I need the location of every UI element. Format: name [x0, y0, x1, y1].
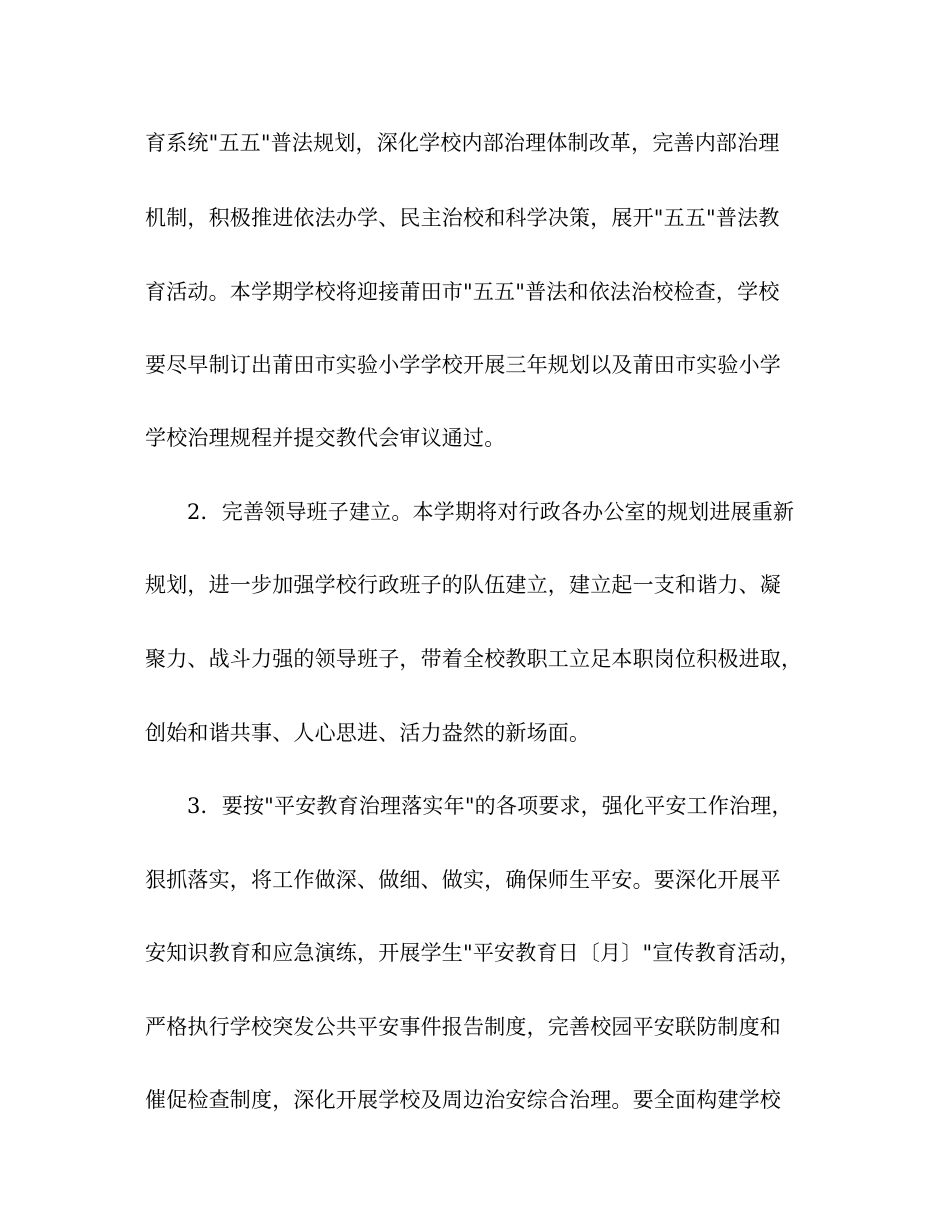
text-line: 催促检查制度，深化开展学校及周边治安综合治理。要全面构建学校 — [145, 1088, 781, 1112]
text-line: 聚力、战斗力强的领导班子，带着全校教职工立足本职岗位积极进取， — [145, 647, 803, 671]
text-line: 育系统"五五"普法规划，深化学校内部治理体制改革，完善内部治理 — [145, 131, 780, 155]
text-line: 规划，进一步加强学校行政班子的队伍建立，建立起一支和谐力、凝 — [145, 573, 781, 597]
text-line: 严格执行学校突发公共平安事件报告制度，完善校园平安联防制度和 — [145, 1015, 781, 1039]
text-line: 安知识教育和应急演练，开展学生"平安教育日〔月〕"宣传教育活动， — [145, 941, 801, 965]
text-line: 要尽早制订出莆田市实验小学学校开展三年规划以及莆田市实验小学 — [145, 353, 781, 377]
text-line: 机制，积极推进依法办学、民主治校和科学决策，展开"五五"普法教 — [145, 206, 780, 230]
text-line: 狠抓落实，将工作做深、做细、做实，确保师生平安。要深化开展平 — [145, 868, 781, 892]
text-line-paragraph-start: 2．完善领导班子建立。本学期将对行政各办公室的规划进展重新 — [187, 500, 795, 524]
text-line-paragraph-start: 3．要按"平安教育治理落实年"的各项要求，强化平安工作治理， — [187, 794, 793, 818]
text-line: 创始和谐共事、人心思进、活力盎然的新场面。 — [145, 721, 591, 745]
text-line: 学校治理规程并提交教代会审议通过。 — [145, 426, 506, 450]
text-line: 育活动。本学期学校将迎接莆田市"五五"普法和依法治校检查，学校 — [145, 280, 780, 304]
